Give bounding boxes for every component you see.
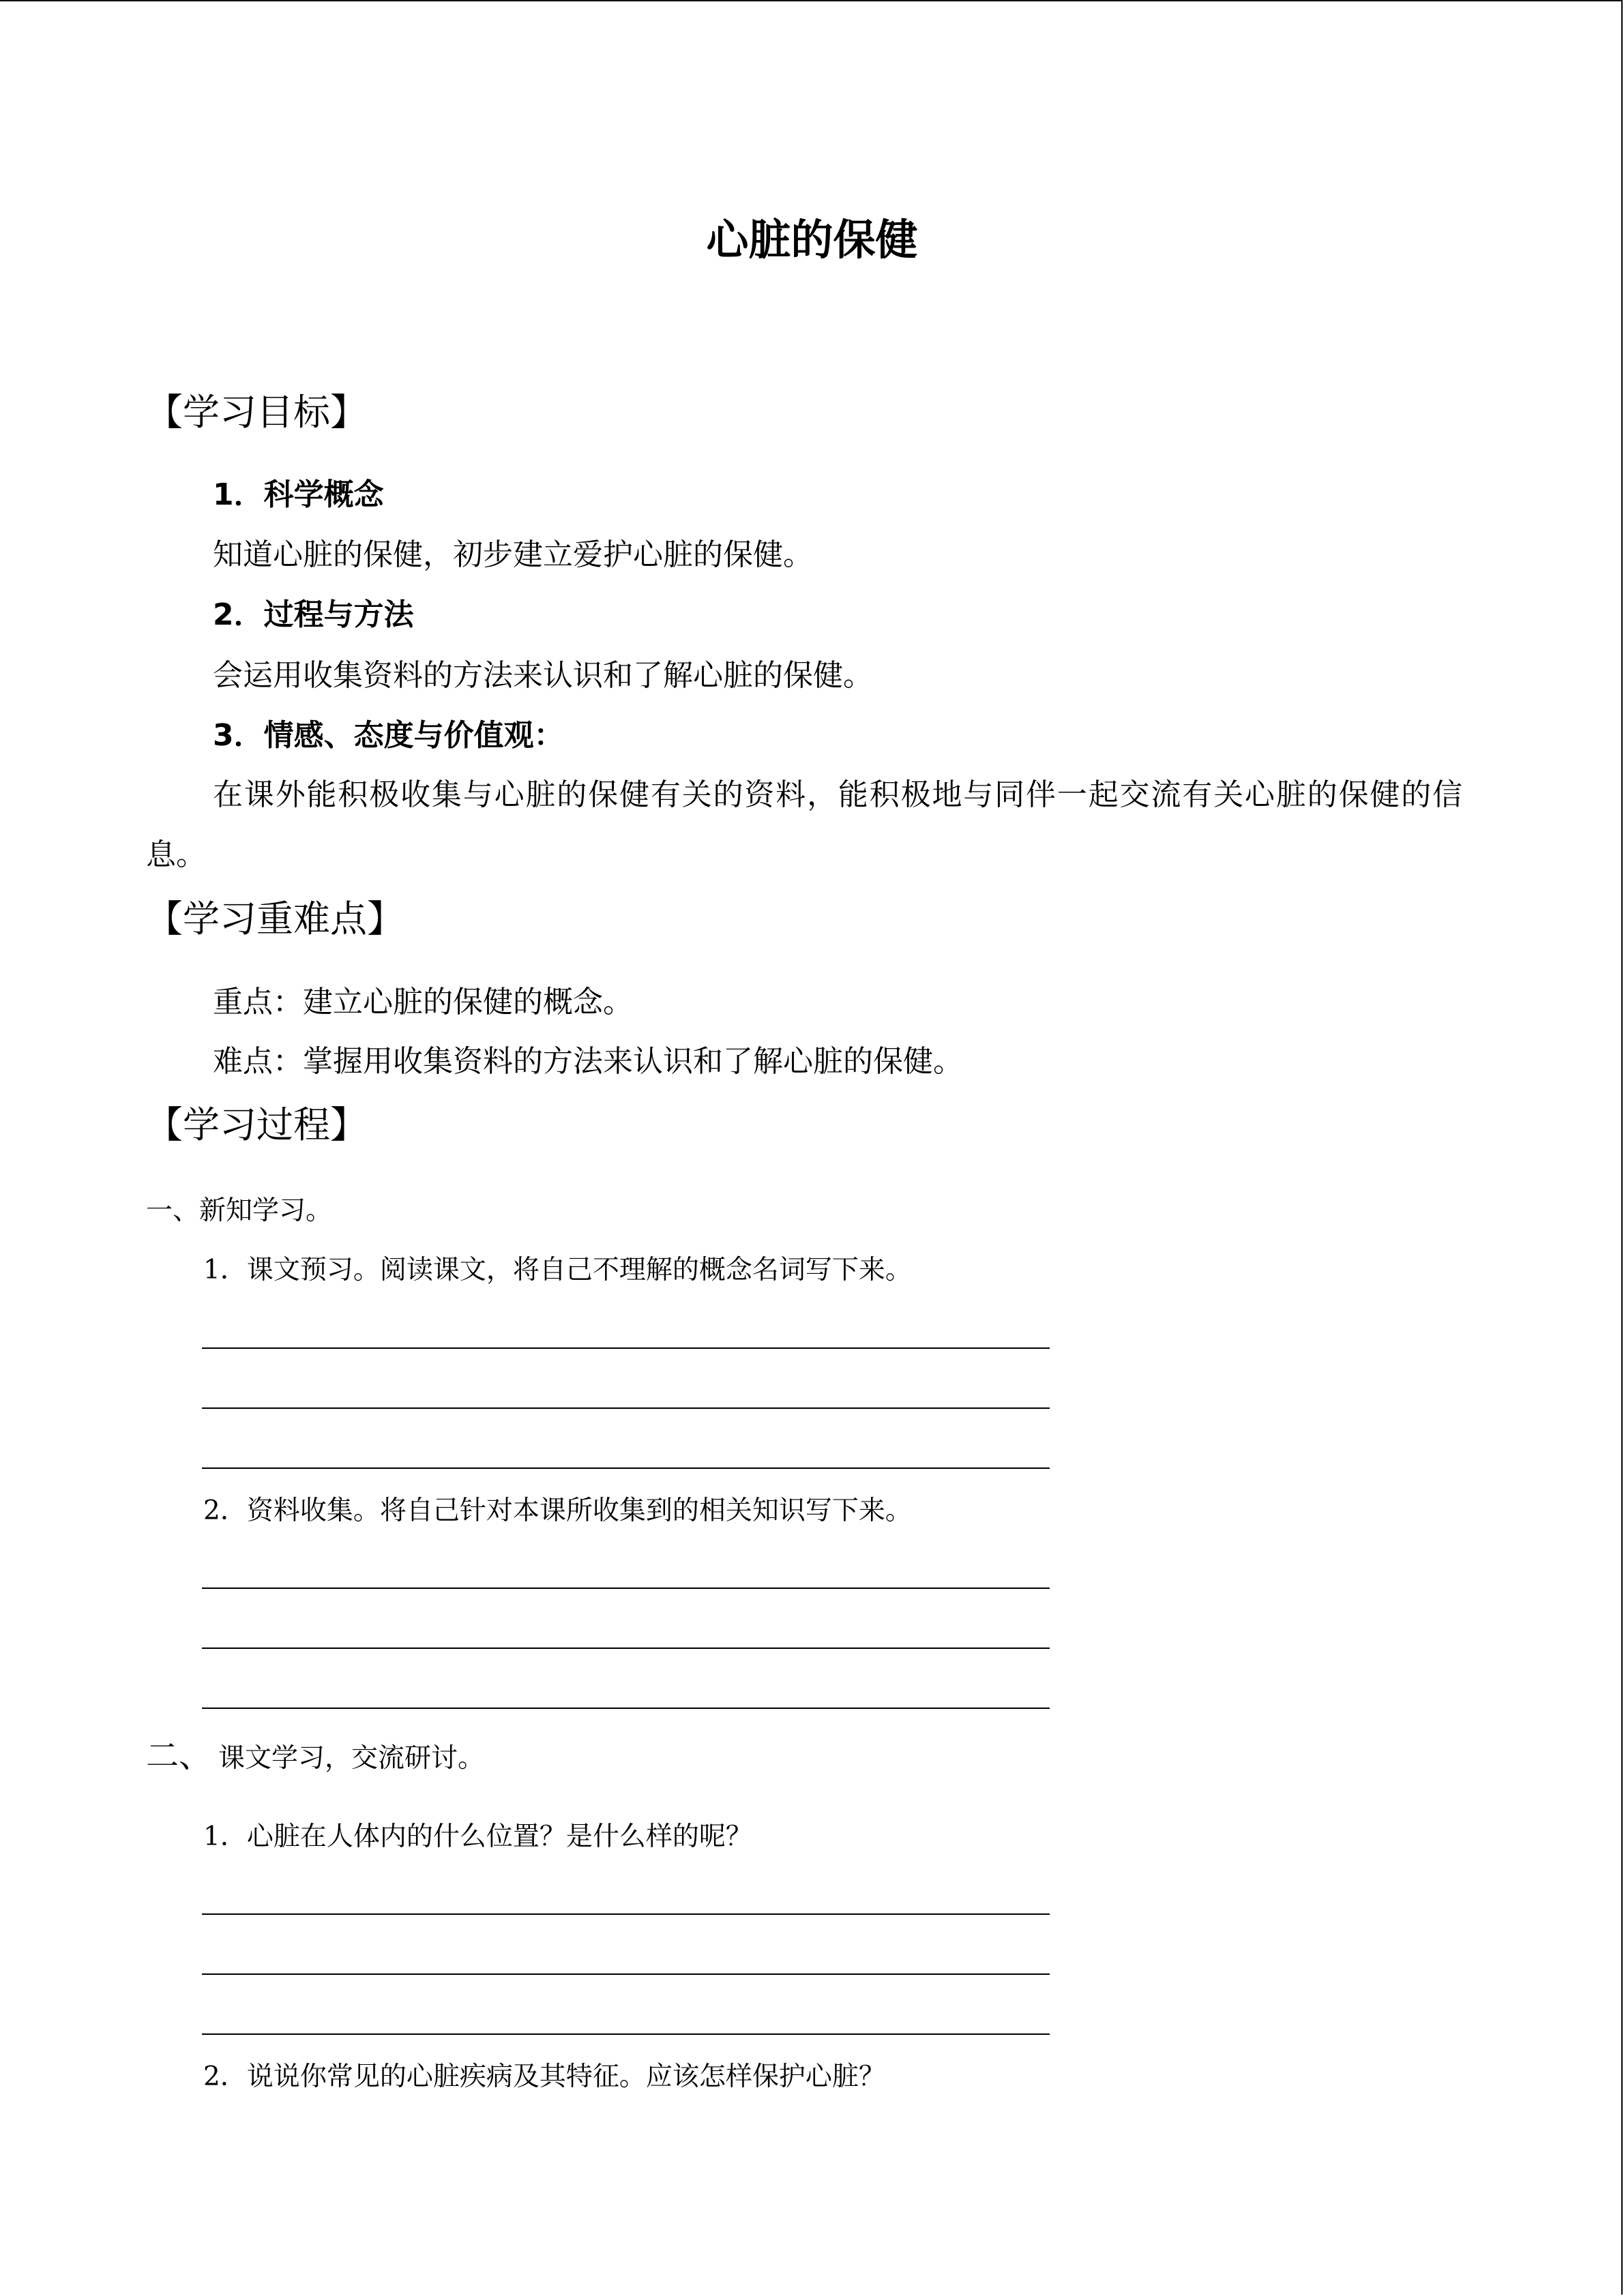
part-1-question-1: 1．课文预习。阅读课文，将自己不理解的概念名词写下来。 [203,1255,912,1285]
answer-line[interactable] [202,1708,1050,1709]
objective-1-label: 1．科学概念 [213,477,384,512]
section-heading-process: 【学习过程】 [146,1103,367,1146]
key-point-difficulty: 难点：掌握用收集资料的方法来认识和了解心脏的保健。 [213,1044,963,1079]
objective-2-text: 会运用收集资料的方法来认识和了解心脏的保健。 [213,658,873,693]
answer-line[interactable] [202,1973,1050,1975]
answer-line[interactable] [202,1347,1050,1349]
part-2-question-1: 1．心脏在人体内的什么位置？是什么样的呢？ [203,1821,752,1852]
objective-3-label: 3．情感、态度与价值观： [213,718,564,753]
part-2-label-text: 课文学习，交流研讨。 [218,1743,485,1774]
objective-1-text: 知道心脏的保健，初步建立爱护心脏的保健。 [213,537,813,572]
section-heading-objectives: 【学习目标】 [146,391,367,434]
answer-line[interactable] [202,1467,1050,1469]
part-2-label [146,1738,484,1777]
answer-line[interactable] [202,1913,1050,1915]
part-1-question-2: 2．资料收集。将自己针对本课所收集到的相关知识写下来。 [203,1495,912,1526]
key-point-focus: 重点：建立心脏的保健的概念。 [213,985,633,1019]
part-1-label: 一、新知学习。 [146,1195,333,1226]
objective-3-text: 在课外能积极收集与心脏的保健有关的资料，能积极地与同伴一起交流有关心脏的保健的信息。 [146,777,1462,872]
answer-line[interactable] [202,2033,1050,2035]
answer-line[interactable] [202,1648,1050,1649]
document-title: 心脏的保健 [706,215,918,265]
answer-line[interactable] [202,1587,1050,1589]
answer-line[interactable] [202,1407,1050,1409]
objective-2-label: 2．过程与方法 [213,597,414,632]
section-heading-key-points: 【学习重难点】 [146,897,404,940]
part-2-label-prefix: 二、 [146,1737,212,1775]
part-2-question-2: 2．说说你常见的心脏疾病及其特征。应该怎样保护心脏？ [203,2061,885,2092]
